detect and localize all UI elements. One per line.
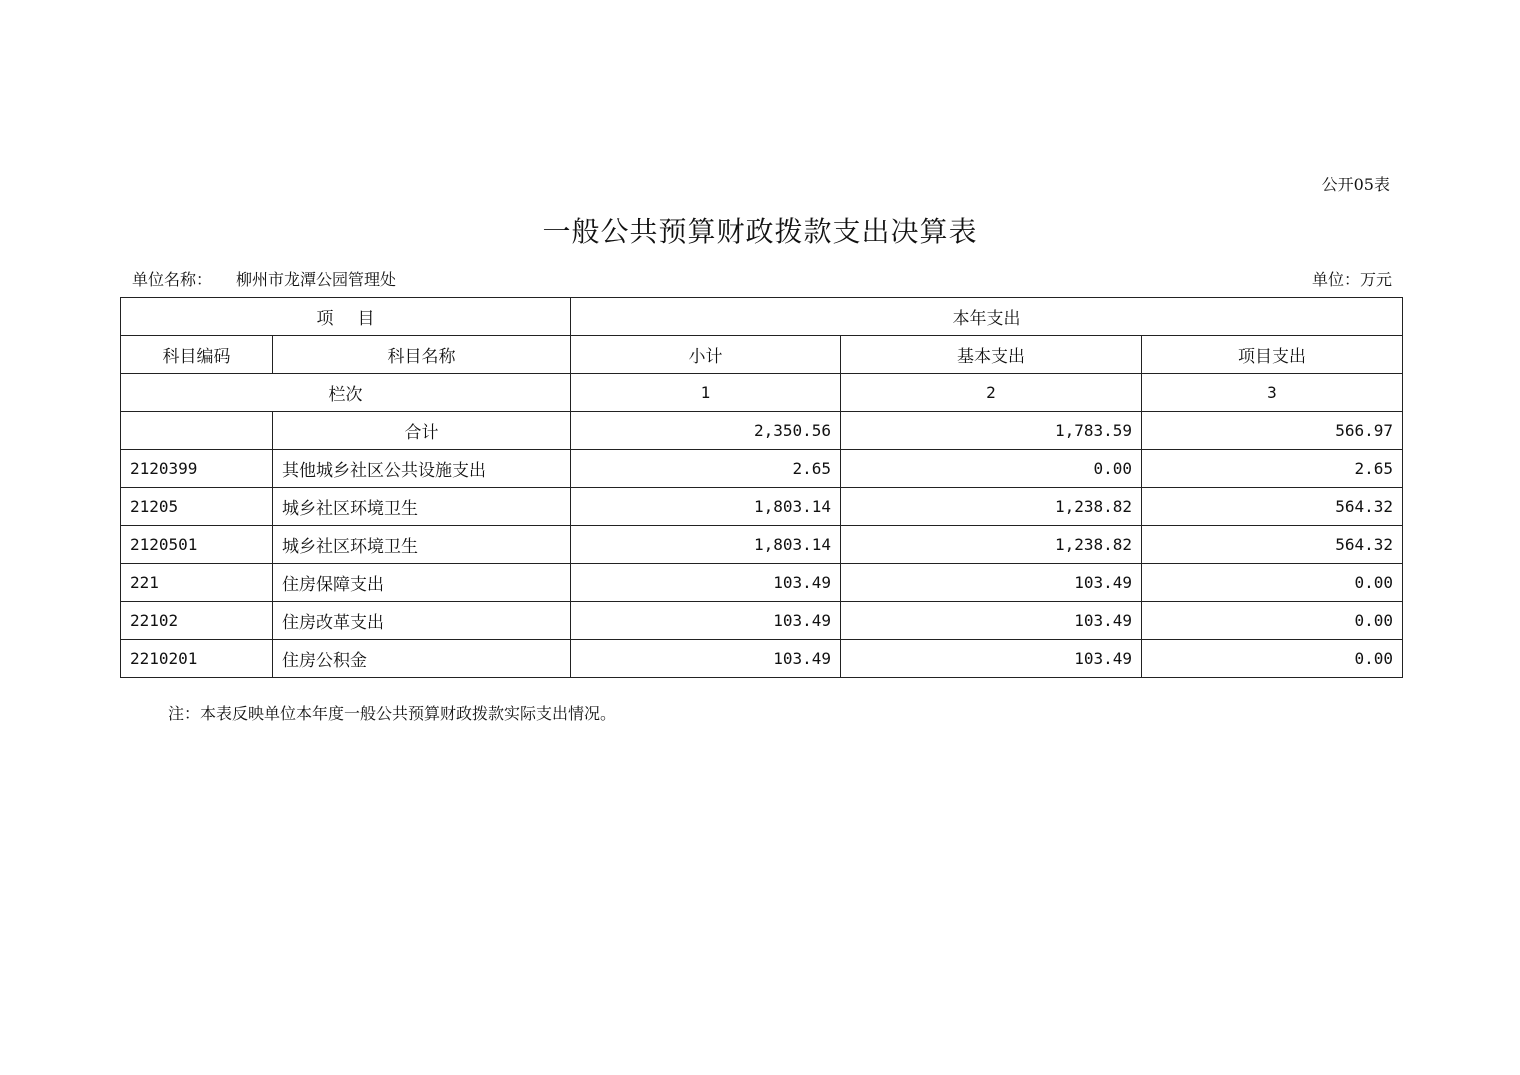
total-code [121, 412, 273, 450]
total-subtotal: 2,350.56 [571, 412, 841, 450]
row-code: 22102 [121, 602, 273, 640]
row-code: 221 [121, 564, 273, 602]
table-row [121, 450, 1403, 488]
row-code: 21205 [121, 488, 273, 526]
header-project: 项目 [121, 298, 571, 336]
row-basic: 103.49 [841, 564, 1142, 602]
row-basic: 1,238.82 [841, 526, 1142, 564]
unit-name-value: 柳州市龙潭公园管理处 [236, 270, 397, 289]
column-index-1: 1 [571, 374, 841, 412]
total-row [121, 412, 1403, 450]
row-code: 2120501 [121, 526, 273, 564]
header-basic: 基本支出 [841, 336, 1142, 374]
column-index-label: 栏次 [121, 374, 571, 412]
row-project: 0.00 [1142, 602, 1403, 640]
unit-name-block [132, 267, 396, 290]
row-subtotal: 103.49 [571, 602, 841, 640]
header-name: 科目名称 [273, 336, 571, 374]
row-basic: 0.00 [841, 450, 1142, 488]
row-project: 564.32 [1142, 526, 1403, 564]
row-project: 564.32 [1142, 488, 1403, 526]
header-current-year: 本年支出 [571, 298, 1403, 336]
row-name: 住房公积金 [273, 640, 571, 678]
table-row [121, 640, 1403, 678]
row-project: 0.00 [1142, 564, 1403, 602]
total-label: 合计 [273, 412, 571, 450]
row-project: 2.65 [1142, 450, 1403, 488]
row-name: 城乡社区环境卫生 [273, 526, 571, 564]
form-code: 公开05表 [1321, 175, 1390, 194]
column-index-2: 2 [841, 374, 1142, 412]
table-row [121, 564, 1403, 602]
row-code: 2120399 [121, 450, 273, 488]
header-row-1 [121, 298, 1403, 336]
row-basic: 103.49 [841, 602, 1142, 640]
total-project: 566.97 [1142, 412, 1403, 450]
unit-name-label: 单位名称： [132, 270, 213, 289]
table-row [121, 526, 1403, 564]
row-project: 0.00 [1142, 640, 1403, 678]
total-basic: 1,783.59 [841, 412, 1142, 450]
row-name: 其他城乡社区公共设施支出 [273, 450, 571, 488]
row-name: 住房改革支出 [273, 602, 571, 640]
row-subtotal: 1,803.14 [571, 526, 841, 564]
table-row [121, 602, 1403, 640]
header-subtotal: 小计 [571, 336, 841, 374]
header-row-2 [121, 336, 1403, 374]
column-index-3: 3 [1142, 374, 1403, 412]
row-subtotal: 103.49 [571, 564, 841, 602]
row-basic: 103.49 [841, 640, 1142, 678]
currency-unit: 单位：万元 [1311, 270, 1392, 289]
table-note: 注：本表反映单位本年度一般公共预算财政拨款实际支出情况。 [168, 704, 617, 723]
expenditure-table [120, 297, 1403, 678]
row-name: 城乡社区环境卫生 [273, 488, 571, 526]
row-subtotal: 2.65 [571, 450, 841, 488]
row-name: 住房保障支出 [273, 564, 571, 602]
page-title: 一般公共预算财政拨款支出决算表 [542, 215, 978, 248]
row-subtotal: 1,803.14 [571, 488, 841, 526]
header-project-exp: 项目支出 [1142, 336, 1403, 374]
column-index-row [121, 374, 1403, 412]
row-basic: 1,238.82 [841, 488, 1142, 526]
table-row [121, 488, 1403, 526]
row-subtotal: 103.49 [571, 640, 841, 678]
header-code: 科目编码 [121, 336, 273, 374]
row-code: 2210201 [121, 640, 273, 678]
